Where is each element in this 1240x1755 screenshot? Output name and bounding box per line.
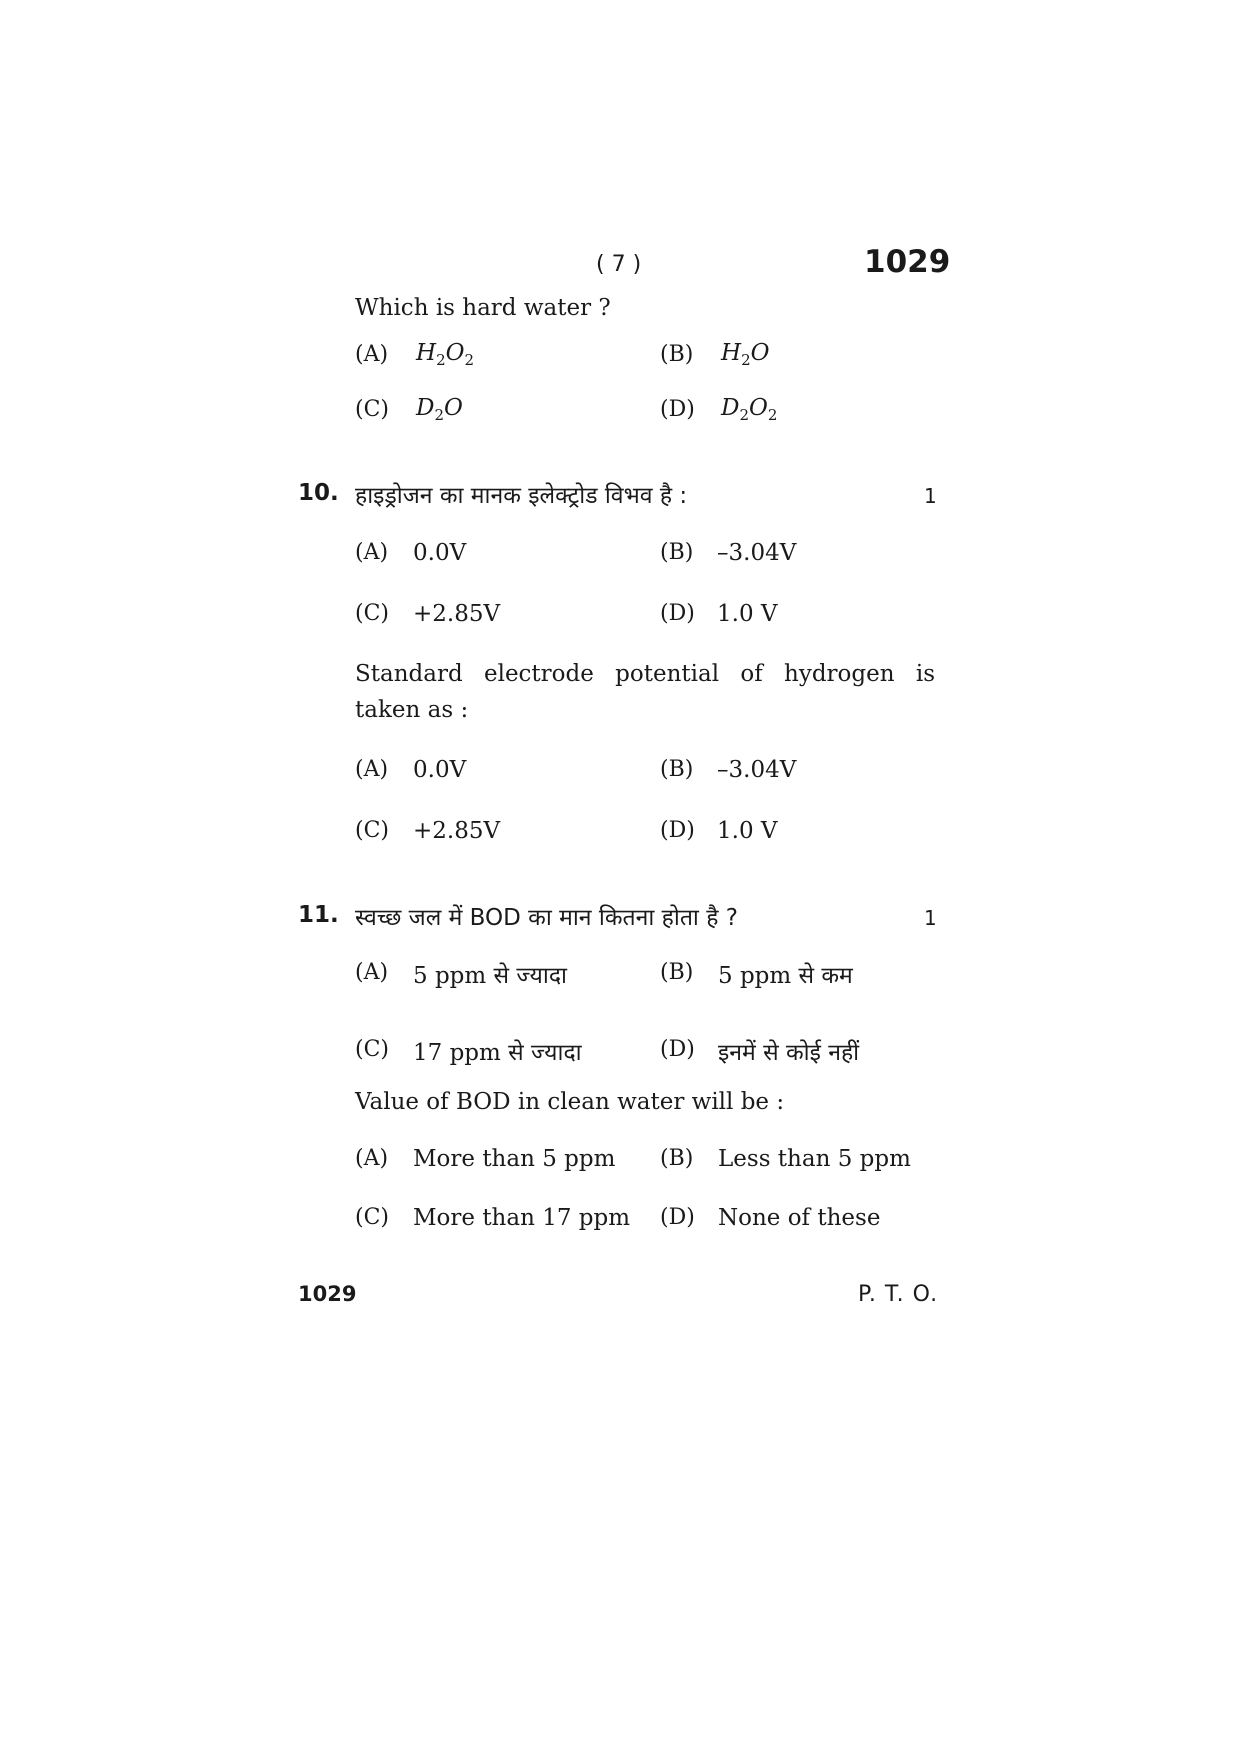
q9-option-d-formula: $D_2O_2$ — [721, 395, 778, 424]
q11-number: 11. — [298, 902, 339, 928]
q10-hi-option-d-text: 1.0 V — [717, 601, 778, 627]
q10-en-option-b-text: –3.04V — [717, 757, 797, 783]
q11-hi-option-d-label: (D) — [660, 1037, 695, 1062]
q11-hi-option-b-text: 5 ppm से कम — [718, 963, 853, 989]
q9-question-en: Which is hard water ? — [355, 295, 611, 321]
q10-question-en-line1: Standard electrode potential of hydrogen is — [355, 661, 935, 687]
q11-en-option-c-label: (C) — [355, 1205, 389, 1230]
paper-code-footer: 1029 — [298, 1282, 357, 1306]
q9-option-b-label: (B) — [660, 342, 694, 367]
q10-en-option-c-text: +2.85V — [413, 818, 501, 844]
q11-question-en: Value of BOD in clean water will be : — [355, 1089, 785, 1115]
q9-option-d-label: (D) — [660, 397, 695, 422]
q11-hi-option-b-label: (B) — [660, 960, 694, 985]
q10-question-hi: हाइड्रोजन का मानक इलेक्ट्रोड विभव है : — [355, 483, 688, 509]
q10-en-option-c-label: (C) — [355, 818, 389, 843]
q9-option-a-formula: $H_2O_2$ — [416, 340, 475, 369]
q10-hi-option-c-label: (C) — [355, 601, 389, 626]
page-number: ( 7 ) — [596, 252, 642, 277]
q11-en-option-a-label: (A) — [355, 1146, 389, 1171]
q9-option-a-label: (A) — [355, 342, 389, 367]
q11-en-option-b-label: (B) — [660, 1146, 694, 1171]
q11-hi-option-a-text: 5 ppm से ज्यादा — [413, 963, 567, 989]
q11-hi-option-c-label: (C) — [355, 1037, 389, 1062]
q10-hi-option-a-label: (A) — [355, 540, 389, 565]
q10-marks: 1 — [924, 484, 937, 508]
q10-en-option-a-text: 0.0V — [413, 757, 467, 783]
q10-number: 10. — [298, 480, 339, 506]
q9-option-c-label: (C) — [355, 397, 389, 422]
q9-option-b-formula: $H_2O$ — [721, 340, 770, 369]
q10-question-en-line2: taken as : — [355, 697, 469, 723]
q11-hi-option-c-text: 17 ppm से ज्यादा — [413, 1040, 582, 1066]
q9-option-c-formula: $D_2O$ — [416, 395, 463, 424]
q11-en-option-a-text: More than 5 ppm — [413, 1146, 616, 1172]
q10-hi-option-b-text: –3.04V — [717, 540, 797, 566]
q10-question-en — [355, 656, 935, 728]
q11-marks: 1 — [924, 906, 937, 930]
q11-en-option-b-text: Less than 5 ppm — [718, 1146, 911, 1172]
q10-en-option-b-label: (B) — [660, 757, 694, 782]
q11-en-option-d-label: (D) — [660, 1205, 695, 1230]
q10-hi-option-d-label: (D) — [660, 601, 695, 626]
q10-en-option-d-label: (D) — [660, 818, 695, 843]
q11-en-option-d-text: None of these — [718, 1205, 881, 1231]
pto-label: P. T. O. — [858, 1282, 939, 1307]
q10-hi-option-b-label: (B) — [660, 540, 694, 565]
q11-en-option-c-text: More than 17 ppm — [413, 1205, 631, 1231]
q10-en-option-d-text: 1.0 V — [717, 818, 778, 844]
q11-hi-option-a-label: (A) — [355, 960, 389, 985]
paper-code-header: 1029 — [864, 244, 951, 280]
q10-hi-option-a-text: 0.0V — [413, 540, 467, 566]
q11-hi-option-d-text: इनमें से कोई नहीं — [718, 1040, 860, 1066]
q11-question-hi: स्वच्छ जल में BOD का मान कितना होता है ? — [355, 905, 738, 931]
q10-hi-option-c-text: +2.85V — [413, 601, 501, 627]
q10-en-option-a-label: (A) — [355, 757, 389, 782]
